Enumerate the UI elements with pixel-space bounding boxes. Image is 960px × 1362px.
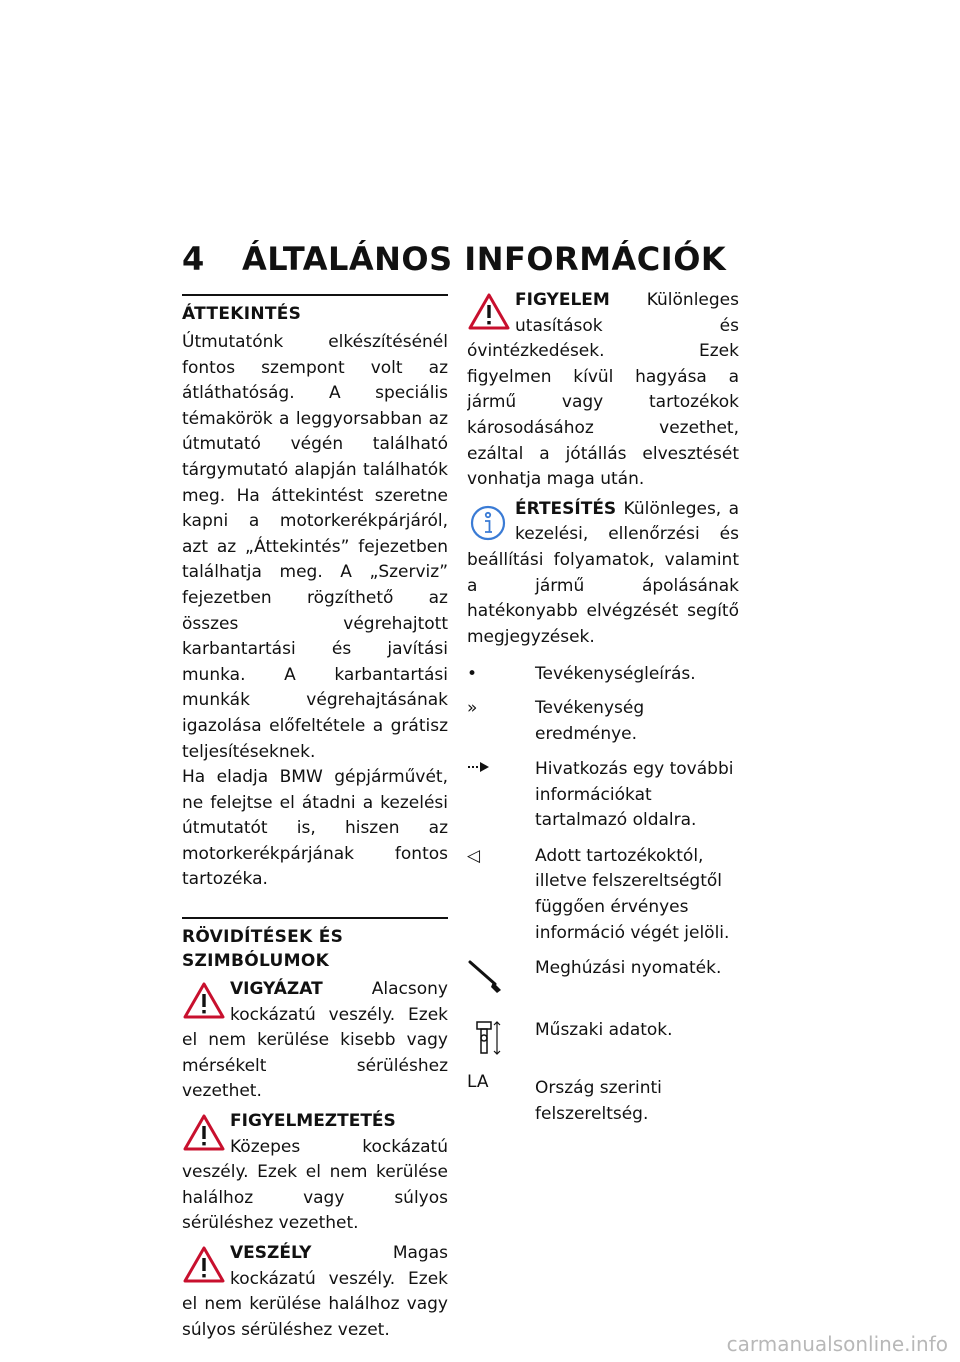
symbol-row [467,844,739,946]
notice-label: VIGYÁZAT [230,979,323,1000]
technical-data-icon [467,1018,535,1058]
notice-label: FIGYELMEZTETÉS [230,1111,396,1132]
chapter-title [182,240,726,278]
notice-caution [182,977,448,1105]
section-heading-abbreviations: RÖVIDÍTÉSEK ÉS SZIMBÓLUMOK [182,927,344,972]
result-arrow-icon: » [467,697,478,718]
overview-body [182,330,448,893]
symbol-description: Hivatkozás egy további információkat tartalmazó oldalra. [535,759,734,831]
symbol-description: Ország szerinti felszereltség. [535,1078,662,1124]
torque-wrench-icon [467,956,535,996]
symbol-description: Meghúzási nyomaték. [535,958,722,979]
notice-attention [467,288,739,493]
notice-information [467,497,739,651]
notice-text: Magas kockázatú veszély. Ezek el nem kerülése halálhoz vagy súlyos sérüléshez vezet. [182,1243,448,1340]
notice-text: Közepes kockázatú veszély. Ezek el nem kerülése halálhoz vagy súlyos sérüléshez vezethet. [182,1136,448,1234]
right-column [467,288,739,1127]
symbol-description: Tevékenység eredménye. [535,697,645,744]
left-column [182,294,448,1347]
symbol-row [467,757,739,834]
chapter-title-text: ÁLTALÁNOS INFORMÁCIÓK [242,240,727,278]
symbol-row [467,956,739,996]
notice-label: ÉRTESÍTÉS [515,498,617,519]
symbol-row [467,1018,739,1058]
warning-triangle-icon [467,292,511,336]
symbol-description: Műszaki adatok. [535,1020,673,1041]
symbol-row [467,696,739,747]
section-rule [182,294,448,296]
symbol-description: Tevékenységleírás. [535,664,696,685]
warning-triangle-icon [182,1245,226,1289]
warning-triangle-icon [182,981,226,1025]
notice-label: FIGYELEM [515,290,610,310]
notice-warning [182,1109,448,1237]
notice-text: Alacsony kockázatú veszély. Ezek el nem kerülése kisebb vagy mérsékelt sérüléshez vezethet. [182,979,448,1102]
watermark: carmanualsonline.info [726,1332,948,1356]
bullet-icon: • [467,664,478,685]
notice-label: VESZÉLY [230,1243,312,1263]
symbol-row [467,1072,739,1127]
notice-danger [182,1241,448,1343]
overview-paragraph: Ha eladja BMW gépjárművét, ne felejtse el átadni a kezelési útmutatót is, hiszen az motorkerékpárjának fontos tartozéka. [182,767,448,890]
chapter-number: 4 [182,240,205,278]
overview-paragraph: Útmutatónk elkészítésénél fontos szempont volt az átláthatóság. A speciális témakörök a leggyorsabban az útmutató végén található tárgymutató alapján találhatók meg. Ha áttekintést szeretne kapni a motorkerékpárjáról, azt az „Áttekintés” fejezetben találhatja meg. A „Szerviz” fejezetben rögzíthető az összes végrehajtott karbantartási és javítási munka. A karbantartási munkák végrehajtásának igazolása előfeltétele a grátisz teljesítéseknek. [182,332,448,762]
symbol-description: Adott tartozékoktól, illetve felszereltségtől függően érvényes információ végét jelöli. [535,845,730,943]
warning-triangle-icon [182,1113,226,1157]
end-marker-icon: ◁ [467,845,481,866]
country-code-icon: LA [467,1072,489,1093]
reference-arrow-icon [467,757,535,782]
symbol-row [467,662,739,688]
section-heading-overview: ÁTTEKINTÉS [182,304,302,324]
notice-text: Különleges, a kezelési, ellenőrzési és beállítási folyamatok, valamint a jármű ápolásának hatékonyabb elvégzését segítő megjegyzések. [467,498,739,647]
section-rule [182,917,448,919]
notice-text: Különleges utasítások és óvintézkedések. Ezek figyelmen kívül hagyása a jármű vagy tartozékok károsodásához vezethet, ezáltal a jótállás elvesztését vonhatja maga után. [467,290,739,490]
info-icon [467,501,511,545]
